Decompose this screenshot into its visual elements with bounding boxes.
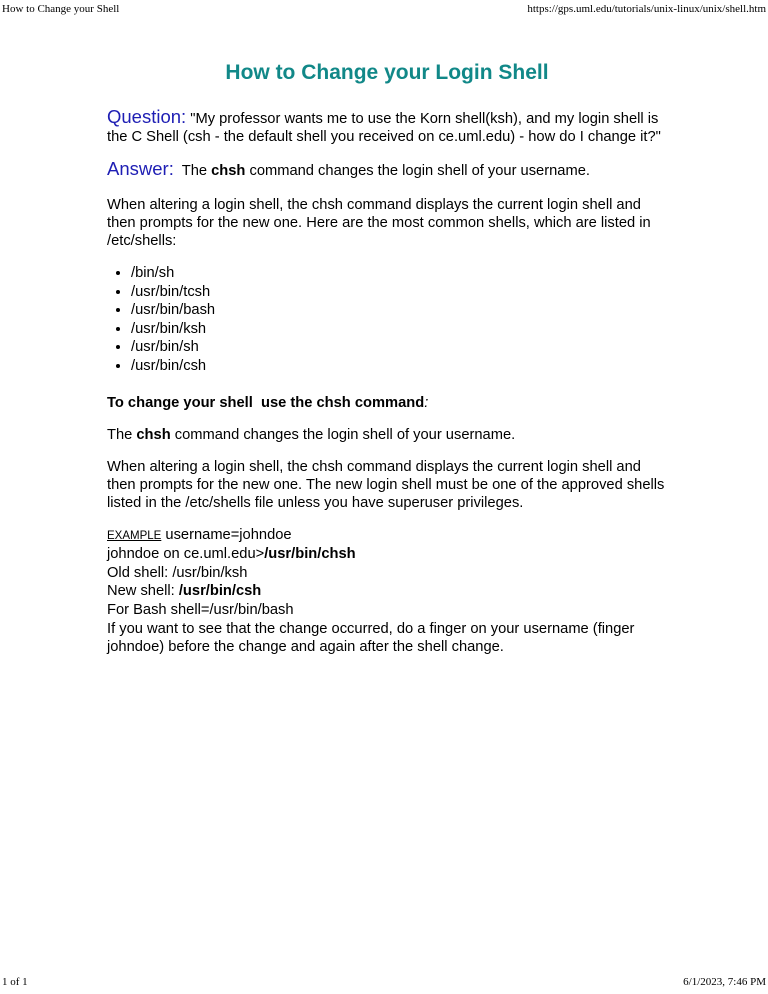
example-new-value: /usr/bin/csh <box>178 583 262 600</box>
example-new-shell-line <box>107 582 667 601</box>
change-paragraph <box>107 426 667 444</box>
example-prompt-command: /usr/bin/chsh <box>264 546 356 563</box>
example-finger-line: If you want to see that the change occurred, do a finger on your username (finger johndoe) before the change and again after the shell change. <box>107 620 635 656</box>
example-tag: EXAMPLE <box>107 529 162 542</box>
example-bash-line: For Bash shell=/usr/bin/bash <box>107 601 294 618</box>
page-title: How to Change your Login Shell <box>225 61 549 84</box>
print-header-title: How to Change your Shell <box>2 3 120 15</box>
answer-command: chsh <box>211 163 246 179</box>
example-old-label: Old shell: <box>107 564 173 581</box>
change-post: command changes the login shell of your username. <box>170 426 516 443</box>
change-heading-bold: To change your shell use the chsh command <box>107 394 425 411</box>
print-footer-page: 1 of 1 <box>2 976 28 988</box>
approved-paragraph: When altering a login shell, the chsh command displays the current login shell and then prompts for the new one. The new login shell must be one of the approved shells listed in the /etc/shells file unless you have superuser privileges. <box>107 458 665 511</box>
example-old-shell-line <box>107 564 667 583</box>
example-old-value: /usr/bin/ksh <box>172 564 248 581</box>
shell-list-item: • /usr/bin/sh <box>131 338 667 357</box>
example-prompt: johndoe on ce.uml.edu> <box>107 546 265 563</box>
answer-paragraph <box>107 160 667 180</box>
shell-list-item: • /usr/bin/csh <box>131 357 667 376</box>
change-heading <box>107 394 667 412</box>
answer-pre: The <box>173 163 212 179</box>
example-prompt-line <box>107 545 667 564</box>
example-username: username=johndoe <box>161 526 292 543</box>
shell-list-item: • /usr/bin/ksh <box>131 320 667 339</box>
change-command: chsh <box>136 426 171 443</box>
shell-list-item: • /bin/sh <box>131 264 667 283</box>
answer-label: Answer: <box>107 158 174 179</box>
question-label: Question: <box>107 106 187 127</box>
example-new-label: New shell: <box>107 583 179 600</box>
example-username-line <box>107 526 667 546</box>
shell-list <box>107 264 667 376</box>
change-heading-tail: : <box>424 394 429 411</box>
print-header-url: https://gps.uml.edu/tutorials/unix-linux/unix/shell.htm <box>527 3 766 15</box>
shell-list-item: • /usr/bin/bash <box>131 301 667 320</box>
print-footer-datetime: 6/1/2023, 7:46 PM <box>683 976 766 988</box>
shell-list-item: • /usr/bin/tcsh <box>131 283 667 302</box>
page-content <box>107 58 667 657</box>
change-pre: The <box>107 426 137 443</box>
example-block <box>107 526 667 657</box>
question-text: "My professor wants me to use the Korn shell(ksh), and my login shell is the C Shell (csh - the default shell you received on ce.uml.edu) - how do I change it?" <box>107 111 661 145</box>
intro-paragraph: When altering a login shell, the chsh command displays the current login shell and then prompts for the new one. Here are the most common shells, which are listed in /etc/shells: <box>107 197 651 249</box>
question-paragraph <box>107 108 667 146</box>
answer-post: command changes the login shell of your username. <box>245 163 590 179</box>
